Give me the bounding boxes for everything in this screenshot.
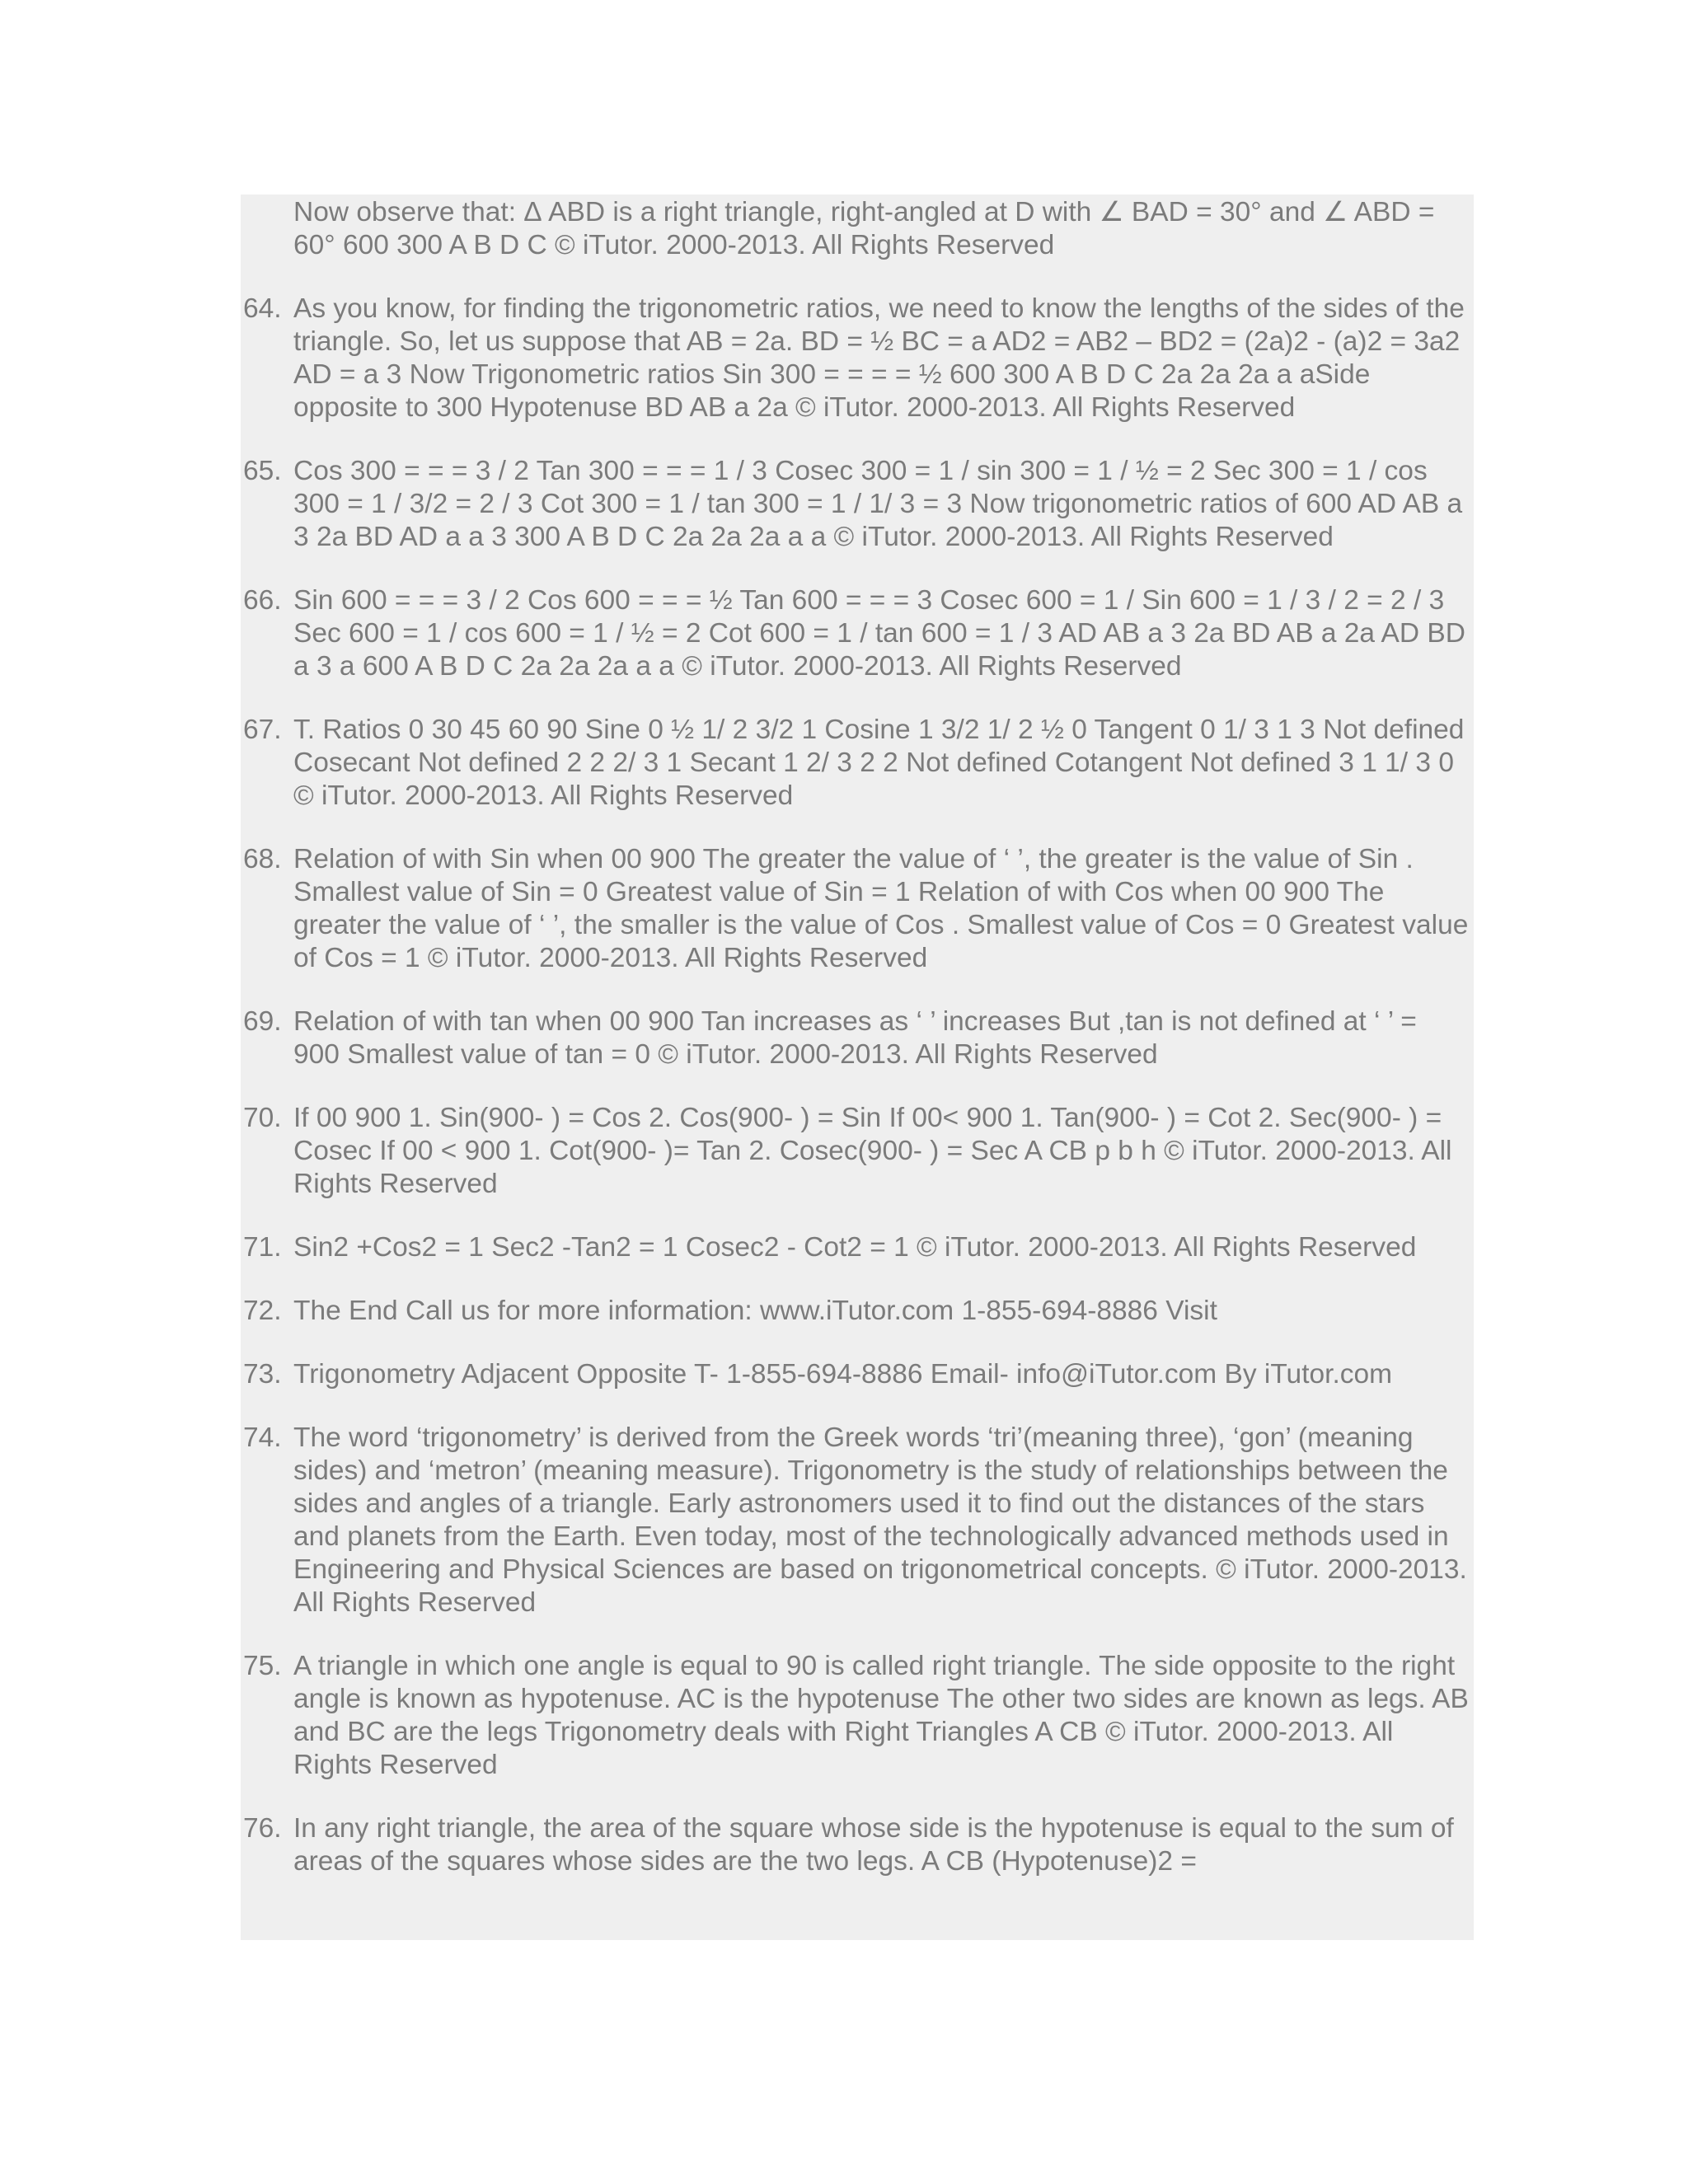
item-text: T. Ratios 0 30 45 60 90 Sine 0 ½ 1/ 2 3/2 1 Cosine 1 3/2 1/ 2 ½ 0 Tangent 0 1/ 3 1 3 Not defined Cosecant Not defined 2 2 2/ 3 1 Secant 1 2/ 3 2 2 Not defined Cotangent Not defined 3 1 1/ 3 0 © iTutor. 2000-2013. All Rights Reserved <box>293 715 1465 811</box>
item-text: The word ‘trigonometry’ is derived from the Greek words ‘tri’(meaning three), ‘gon’ (meaning sides) and ‘metron’ (meaning measure). Trigonometry is the study of relationships between the sides and angles of a triangle. Early astronomers used it to find out the distances of the stars and planets from the Earth. Even today, most of the technologically advanced methods used in Engineering and Physical Sciences are based on trigonometrical concepts. © iTutor. 2000-2013. All Rights Reserved <box>293 1422 1467 1618</box>
item-text: Relation of with Sin when 00 900 The greater the value of ‘ ’, the greater is the value of Sin . Smallest value of Sin = 0 Greatest value of Sin = 1 Relation of with Cos when 00 900 The greater the value of ‘ ’, the smaller is the value of Cos . Smallest value of Cos = 0 Greatest value of Cos = 1 © iTutor. 2000-2013. All Rights Reserved <box>293 844 1469 973</box>
item-number: 68. <box>243 844 282 874</box>
item-text: The End Call us for more information: www.iTutor.com 1-855-694-8886 Visit <box>293 1296 1217 1326</box>
item-number: 74. <box>243 1422 282 1453</box>
item-number: 72. <box>243 1296 282 1326</box>
list-item <box>241 1422 1474 1619</box>
item-number: 65. <box>243 456 282 486</box>
list-item <box>241 1005 1474 1071</box>
item-text: A triangle in which one angle is equal to 90 is called right triangle. The side opposite to the right angle is known as hypotenuse. AC is the hypotenuse The other two sides are known as legs. AB and BC are the legs Trigonometry deals with Right Triangles A CB © iTutor. 2000-2013. All Rights Reserved <box>293 1651 1469 1780</box>
item-number: 71. <box>243 1232 282 1263</box>
item-number: 69. <box>243 1006 282 1037</box>
continuation-paragraph <box>241 196 1474 262</box>
item-text: Cos 300 = = = 3 / 2 Tan 300 = = = 1 / 3 Cosec 300 = 1 / sin 300 = 1 / ½ = 2 Sec 300 = 1 / cos 300 = 1 / 3/2 = 2 / 3 Cot 300 = 1 / tan 300 = 1 / 1/ 3 = 3 Now trigonometric ratios of 600 AD AB a 3 2a BD AD a a 3 300 A B D C 2a 2a 2a a a © iTutor. 2000-2013. All Rights Reserved <box>293 456 1463 552</box>
item-number: 67. <box>243 715 282 745</box>
list-item <box>241 1812 1474 1878</box>
item-text: Sin 600 = = = 3 / 2 Cos 600 = = = ½ Tan 600 = = = 3 Cosec 600 = 1 / Sin 600 = 1 / 3 / 2 = 2 / 3 Sec 600 = 1 / cos 600 = 1 / ½ = 2 Cot 600 = 1 / tan 600 = 1 / 3 AD AB a 3 2a BD AB a 2a AD BD a 3 a 600 A B D C 2a 2a 2a a a © iTutor. 2000-2013. All Rights Reserved <box>293 585 1465 682</box>
item-number: 76. <box>243 1813 282 1844</box>
item-number: 75. <box>243 1651 282 1681</box>
item-text: In any right triangle, the area of the square whose side is the hypotenuse is equal to the sum of areas of the squares whose sides are the two legs. A CB (Hypotenuse)2 = <box>293 1813 1454 1877</box>
item-text: As you know, for finding the trigonometric ratios, we need to know the lengths of the sides of the triangle. So, let us suppose that AB = 2a. BD = ½ BC = a AD2 = AB2 – BD2 = (2a)2 - (a)2 = 3a2 AD = a 3 Now Trigonometric ratios Sin 300 = = = = ½ 600 300 A B D C 2a 2a 2a a aSide opposite to 300 Hypotenuse BD AB a 2a © iTutor. 2000-2013. All Rights Reserved <box>293 293 1465 423</box>
item-number: 73. <box>243 1359 282 1390</box>
list-item <box>241 1650 1474 1782</box>
text-content <box>241 194 1474 1909</box>
item-text: Sin2 +Cos2 = 1 Sec2 -Tan2 = 1 Cosec2 - Cot2 = 1 © iTutor. 2000-2013. All Rights Reserved <box>293 1232 1417 1263</box>
item-number: 64. <box>243 293 282 324</box>
item-number: 70. <box>243 1103 282 1133</box>
text-panel <box>241 194 1474 1940</box>
item-text: Relation of with tan when 00 900 Tan increases as ‘ ’ increases But ,tan is not defined at ‘ ’ = 900 Smallest value of tan = 0 © iTutor. 2000-2013. All Rights Reserved <box>293 1006 1417 1070</box>
paragraph-text: Now observe that: Δ ABD is a right triangle, right-angled at D with ∠ BAD = 30° and ∠ ABD = 60° 600 300 A B D C © iTutor. 2000-2013. All Rights Reserved <box>293 197 1435 260</box>
list-item <box>241 843 1474 975</box>
item-number: 66. <box>243 585 282 616</box>
list-item <box>241 455 1474 554</box>
item-text: Trigonometry Adjacent Opposite T- 1-855-694-8886 Email- info@iTutor.com By iTutor.com <box>293 1359 1393 1390</box>
list-item <box>241 1358 1474 1391</box>
item-text: If 00 900 1. Sin(900- ) = Cos 2. Cos(900- ) = Sin If 00< 900 1. Tan(900- ) = Cot 2. Sec(900- ) = Cosec If 00 < 900 1. Cot(900- )= Tan 2. Cosec(900- ) = Sec A CB p b h © iTutor. 2000-2013. All Rights Reserved <box>293 1103 1452 1199</box>
list-item <box>241 1295 1474 1328</box>
list-item <box>241 1102 1474 1201</box>
list-item <box>241 293 1474 424</box>
list-item <box>241 1231 1474 1264</box>
list-item <box>241 584 1474 683</box>
list-item <box>241 714 1474 813</box>
